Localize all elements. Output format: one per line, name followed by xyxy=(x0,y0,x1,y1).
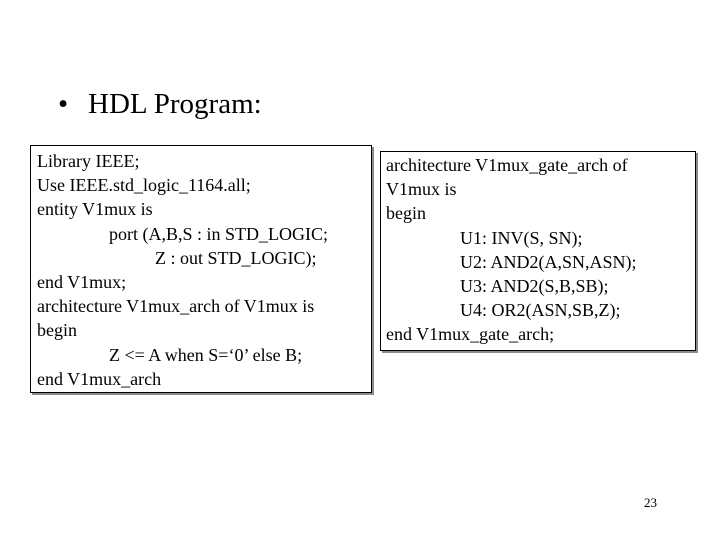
code-line: end V1mux_gate_arch; xyxy=(386,324,555,345)
code-line: U4: OR2(ASN,SB,Z); xyxy=(460,300,621,321)
code-line: Z : out STD_LOGIC); xyxy=(155,247,317,268)
bullet-icon: • xyxy=(58,88,69,120)
code-line: entity V1mux is xyxy=(37,199,153,220)
code-line: end V1mux; xyxy=(37,271,127,292)
heading-text: HDL Program: xyxy=(88,88,262,120)
code-line: architecture V1mux_arch of V1mux is xyxy=(37,296,315,317)
code-line: Z <= A when S=‘0’ else B; xyxy=(109,344,303,365)
code-line: U1: INV(S, SN); xyxy=(460,227,583,248)
code-line: U3: AND2(S,B,SB); xyxy=(460,275,609,296)
code-line: Library IEEE; xyxy=(37,151,140,171)
page-number: 23 xyxy=(644,495,657,510)
code-box-right xyxy=(380,151,696,351)
code-line: port (A,B,S : in STD_LOGIC; xyxy=(109,223,329,244)
code-line: begin xyxy=(37,320,77,341)
slide-heading xyxy=(58,84,262,124)
code-line: V1mux is xyxy=(386,179,457,200)
code-box-left xyxy=(30,145,372,393)
code-line: begin xyxy=(386,203,426,224)
code-line: architecture V1mux_gate_arch of xyxy=(386,155,628,175)
code-line: U2: AND2(A,SN,ASN); xyxy=(460,251,637,272)
code-line: end V1mux_arch xyxy=(37,368,162,389)
code-line: Use IEEE.std_logic_1164.all; xyxy=(37,175,251,196)
